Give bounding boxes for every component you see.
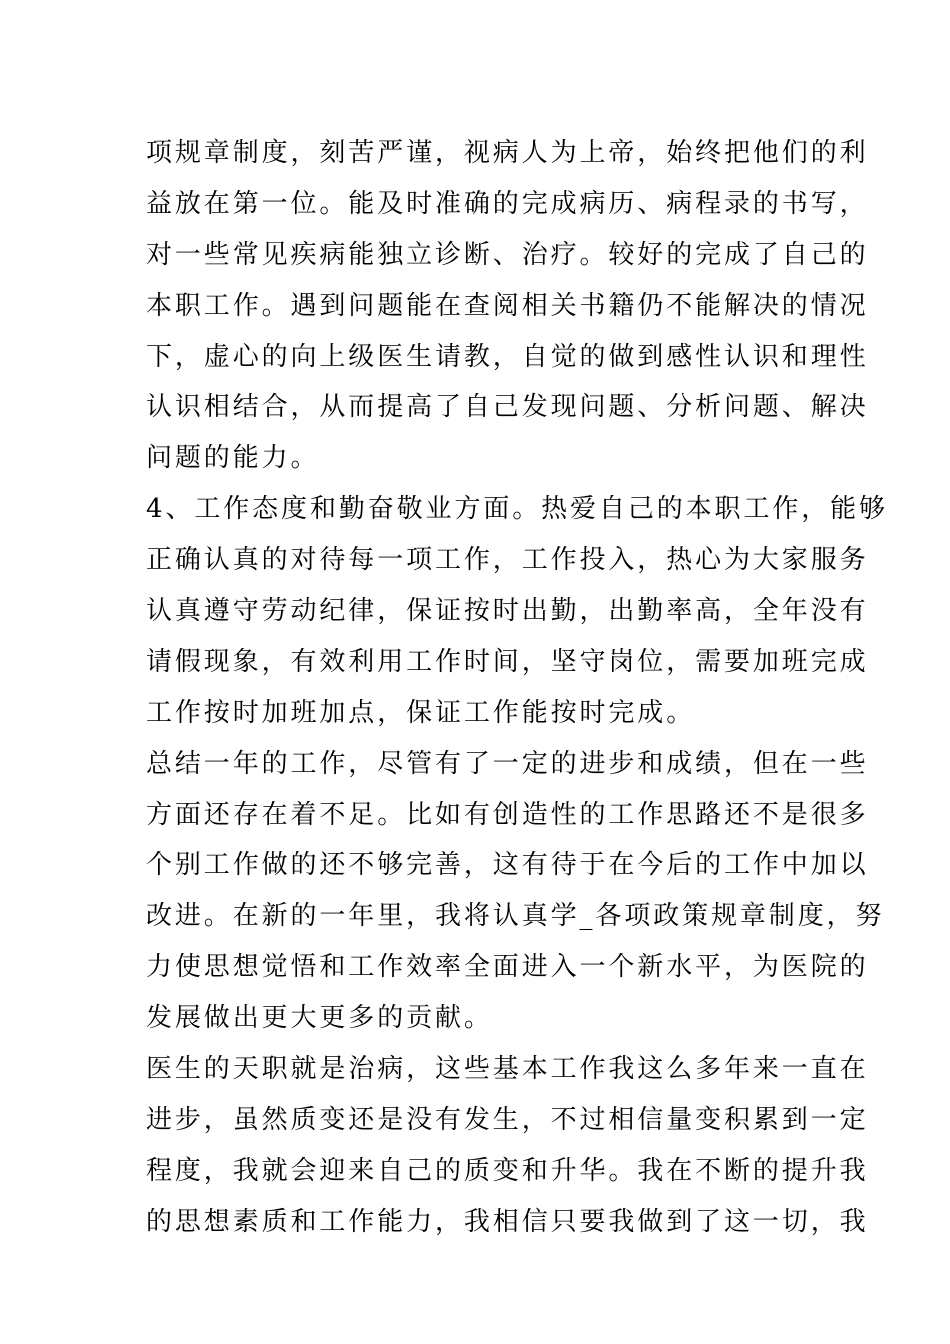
text-line: 个别工作做的还不够完善，这有待于在今后的工作中加以 <box>146 850 869 881</box>
body-text <box>146 128 888 1248</box>
text-line: 发展做出更大更多的贡献。 <box>146 1003 493 1034</box>
text-line: 正确认真的对待每一项工作，工作投入，热心为大家服务 <box>146 545 869 576</box>
text-line: 进步，虽然质变还是没有发生，不过相信量变积累到一定 <box>146 1104 869 1135</box>
text-line: 的思想素质和工作能力，我相信只要我做到了这一切，我 <box>146 1206 869 1237</box>
text-line: 医生的天职就是治病，这些基本工作我这么多年来一直在 <box>146 1054 869 1085</box>
text-line: 工作按时加班加点，保证工作能按时完成。 <box>146 697 696 728</box>
text-line: 对一些常见疾病能独立诊断、治疗。较好的完成了自己的 <box>146 239 869 270</box>
text-line: 请假现象，有效利用工作时间，坚守岗位，需要加班完成 <box>146 646 869 677</box>
text-line: 认真遵守劳动纪律，保证按时出勤，出勤率高，全年没有 <box>146 596 869 627</box>
text-line: 力使思想觉悟和工作效率全面进入一个新水平，为医院的 <box>146 952 869 983</box>
text-line: 益放在第一位。能及时准确的完成病历、病程录的书写， <box>146 188 869 219</box>
text-line: 问题的能力。 <box>146 443 320 474</box>
text-line: 总结一年的工作，尽管有了一定的进步和成绩，但在一些 <box>146 748 869 779</box>
text-line: 方面还存在着不足。比如有创造性的工作思路还不是很多 <box>146 799 869 830</box>
text-line: 下，虚心的向上级医生请教，自觉的做到感性认识和理性 <box>146 341 869 372</box>
text-line: 项规章制度，刻苦严谨，视病人为上帝，始终把他们的利 <box>146 138 869 168</box>
text-line: 本职工作。遇到问题能在查阅相关书籍仍不能解决的情况 <box>146 290 869 321</box>
text-line: 4、工作态度和勤奋敬业方面。热爱自己的本职工作，能够 <box>146 494 888 525</box>
text-line: 改进。在新的一年里，我将认真学_各项政策规章制度，努 <box>146 901 885 932</box>
text-line: 认识相结合，从而提高了自己发现问题、分析问题、解决 <box>146 392 869 423</box>
text-line: 程度，我就会迎来自己的质变和升华。我在不断的提升我 <box>146 1155 869 1186</box>
